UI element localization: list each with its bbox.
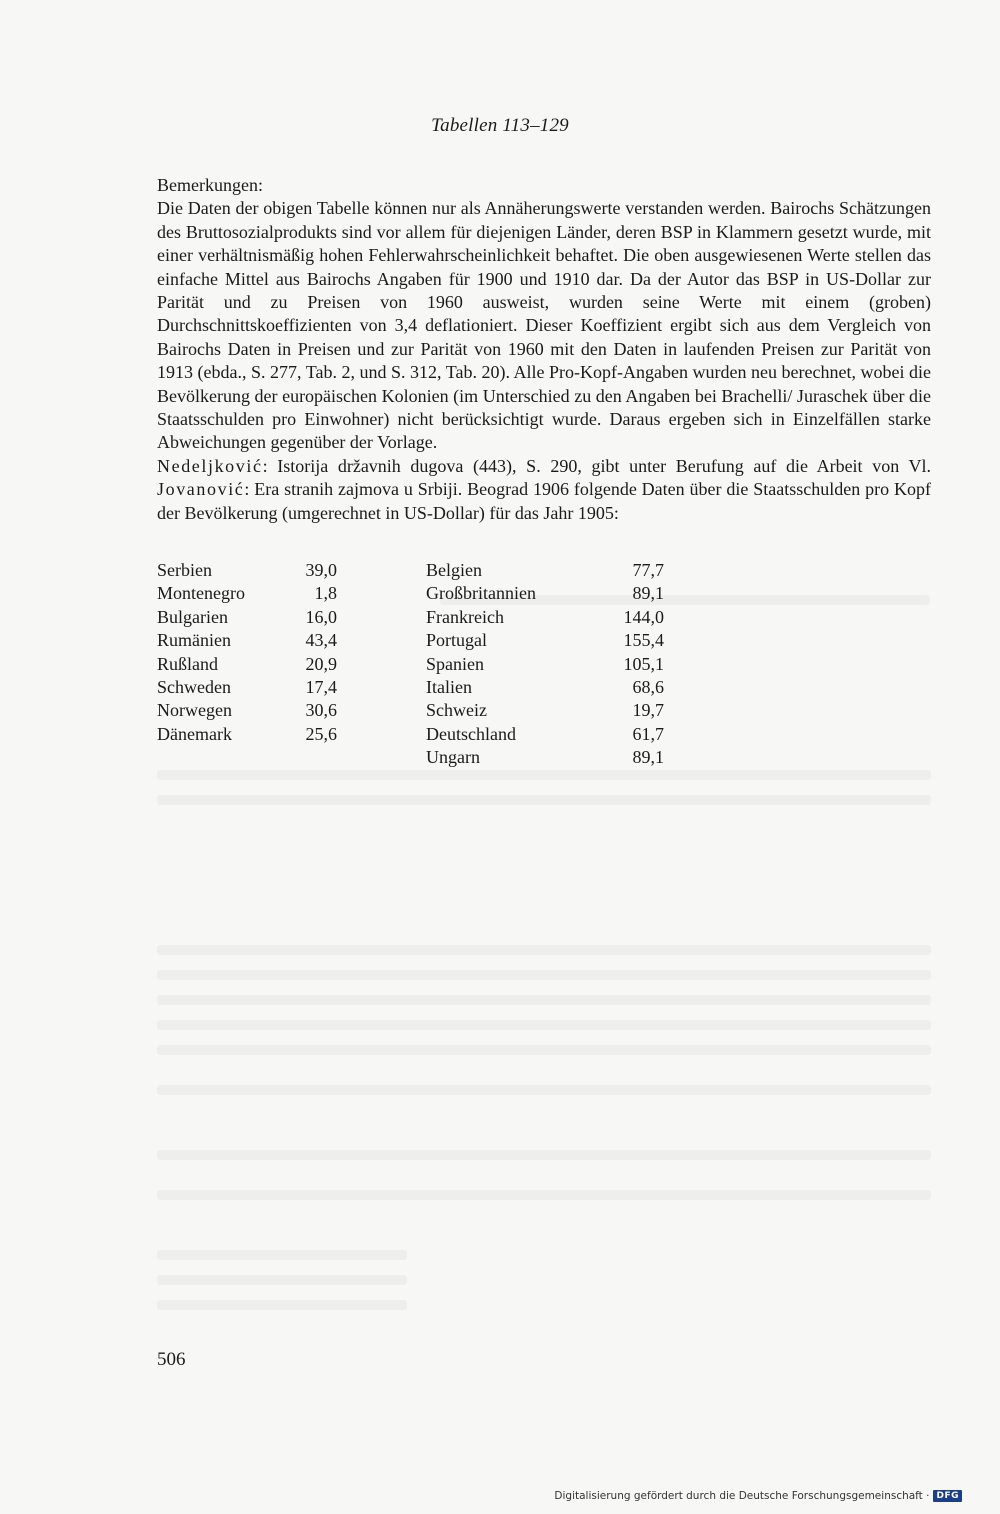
remarks-paragraph-2 <box>157 455 931 525</box>
debt-value: 89,1 <box>632 747 664 768</box>
country-name: Rußland <box>157 653 218 674</box>
debt-value: 43,4 <box>305 630 337 651</box>
debt-value: 30,6 <box>305 700 337 721</box>
country-name: Großbritannien <box>426 583 536 604</box>
remarks-heading: Bemerkungen: <box>157 175 263 195</box>
country-name: Spanien <box>426 653 484 674</box>
debt-value: 19,7 <box>632 700 664 721</box>
paragraph-2-part-2: : Era stranih zajmova u Srbiji. Beograd 1906 folgende Daten über die Staatsschulden pro Kopf der Bevölkerung (umgerechnet in US-Dollar) für das Jahr 1905: <box>157 479 931 523</box>
show-through-line <box>157 1045 931 1055</box>
debt-value: 144,0 <box>623 606 664 627</box>
debt-value: 155,4 <box>623 630 664 651</box>
country-name: Belgien <box>426 560 482 580</box>
running-title: Tabellen 113–129 <box>431 115 569 136</box>
dfg-logo: DFG <box>933 1490 962 1502</box>
country-name: Rumänien <box>157 630 231 651</box>
debt-value: 105,1 <box>623 653 664 674</box>
debt-value: 17,4 <box>305 676 337 697</box>
country-name: Italien <box>426 676 472 697</box>
remarks-section <box>157 174 931 525</box>
country-name: Schweden <box>157 676 231 697</box>
country-name: Portugal <box>426 630 487 651</box>
country-name: Frankreich <box>426 606 504 627</box>
debt-value: 16,0 <box>305 606 337 627</box>
show-through-line <box>157 1275 407 1285</box>
country-name: Dänemark <box>157 723 232 744</box>
country-name: Deutschland <box>426 723 516 744</box>
author-name-nedeljkovic: Nedeljković <box>157 455 263 476</box>
country-name: Ungarn <box>426 747 480 768</box>
debt-value: 25,6 <box>305 723 337 744</box>
show-through-line <box>157 1150 931 1160</box>
debt-value: 89,1 <box>632 583 664 604</box>
country-name: Schweiz <box>426 700 487 721</box>
show-through-line <box>157 1250 407 1260</box>
paragraph-2-part-1: : Istorija državnih dugova (443), S. 290, gibt unter Berufung auf die Arbeit von Vl. <box>262 455 931 476</box>
debt-value: 61,7 <box>632 723 664 744</box>
show-through-line <box>157 795 931 805</box>
show-through-line <box>157 1300 407 1310</box>
show-through-line <box>157 970 931 980</box>
show-through-line <box>157 1020 931 1030</box>
show-through-line <box>157 770 931 780</box>
debt-value: 68,6 <box>632 676 664 697</box>
debt-value: 20,9 <box>305 653 337 674</box>
show-through-line <box>157 945 931 955</box>
show-through-line <box>157 995 931 1005</box>
show-through-line <box>157 1085 931 1095</box>
author-name-jovanovic: Jovanović <box>157 479 245 500</box>
country-name: Norwegen <box>157 700 232 721</box>
debt-value: 1,8 <box>314 583 337 604</box>
country-name: Serbien <box>157 560 212 580</box>
digitization-credit <box>554 1490 962 1502</box>
page-number: 506 <box>157 1349 186 1370</box>
remarks-paragraph-1: Die Daten der obigen Tabelle können nur als Annäherungswerte verstanden werden. Bairochs Schätzungen des Bruttosozialprodukts sind vor allem für diejenigen Länder, deren BSP in Klammern gesetzt wurde, mit einer verhältnismäßig hohen Fehlerwahrscheinlichkeit behaftet. Die oben ausgewiesenen Werte stellen das einfache Mittel aus Bairochs Angaben für 1900 und 1910 dar. Da der Autor das BSP in US-Dollar zur Parität und zu Preisen von 1960 ausweist, wurden seine Werte mit einem (groben) Durchschnittskoeffizienten von 3,4 deflationiert. Dieser Koeffizient ergibt sich aus dem Vergleich von Bairochs Daten in Preisen und zur Parität von 1960 mit den Daten in laufenden Preisen zur Parität von 1913 (ebda., S. 277, Tab. 2, und S. 312, Tab. 20). Alle Pro-Kopf-Angaben wurden neu berechnet, wobei die Bevölkerung der europäischen Kolonien (im Unterschied zu den Angaben bei Brachelli/ Juraschek über die Staatsschulden pro Einwohner) nicht berücksichtigt wurde. Daraus ergeben sich in Einzelfällen starke Abweichungen gegenüber der Vorlage. <box>157 198 931 453</box>
debt-value: 77,7 <box>632 560 664 580</box>
debt-value: 39,0 <box>305 560 337 580</box>
show-through-line <box>157 1190 931 1200</box>
country-name: Bulgarien <box>157 606 228 627</box>
credit-text: Digitalisierung gefördert durch die Deutsche Forschungsgemeinschaft · <box>554 1490 930 1502</box>
country-name: Montenegro <box>157 583 245 604</box>
